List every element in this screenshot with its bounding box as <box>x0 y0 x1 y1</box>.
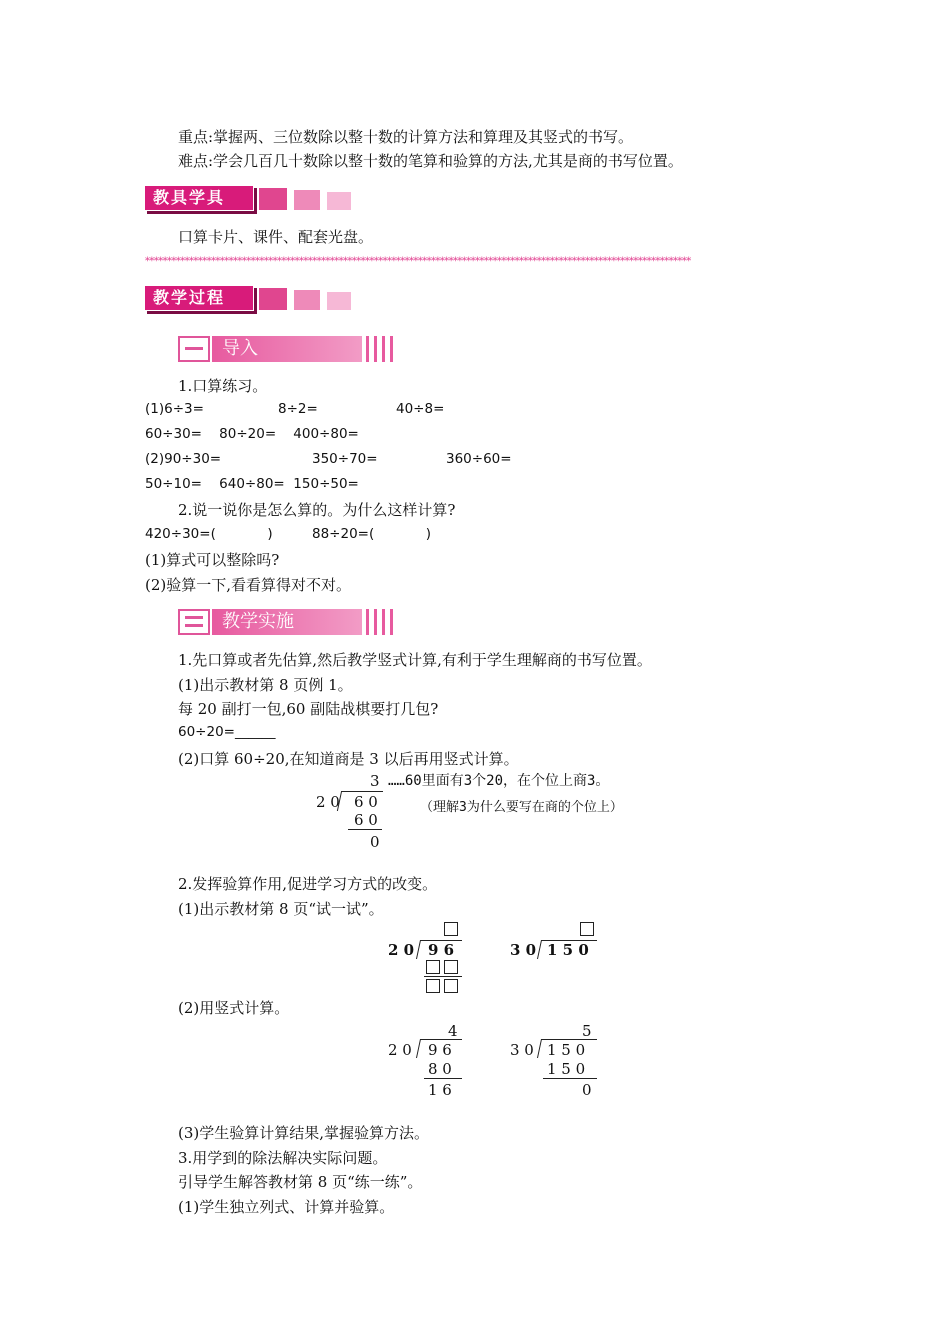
part2-title: 教学实施 <box>212 609 362 635</box>
oral-2: 60÷30= 80÷20= 400÷80= <box>145 426 359 442</box>
answer-box <box>580 922 594 936</box>
try2-dividend: 1 5 0 <box>547 941 589 959</box>
part2-item1: 1.先口算或者先估算,然后教学竖式计算,有利于学生理解商的书写位置。 <box>178 651 652 669</box>
division-bracket <box>537 940 542 959</box>
q-verify: (2)验算一下,看看算得对不对。 <box>145 576 352 594</box>
try1-dividend: 9 6 <box>428 941 455 959</box>
deco-square <box>259 188 287 210</box>
answer-box <box>426 979 440 993</box>
part2-item2: 2.发挥验算作用,促进学习方式的改变。 <box>178 875 438 893</box>
division-bracket <box>416 940 421 959</box>
calc1-dividend: 9 6 <box>428 1041 452 1059</box>
separator-stars: **************************************************************************************************************************** <box>145 256 691 267</box>
part2-item3: 3.用学到的除法解决实际问题。 <box>178 1149 388 1167</box>
oral-1a: (1)6÷3= <box>145 401 204 417</box>
calc2-dividend: 1 5 0 <box>547 1041 586 1059</box>
deco-square <box>294 290 320 310</box>
part1-bar <box>178 336 398 362</box>
calc2-remainder: 0 <box>582 1081 592 1099</box>
part2-s3: 60÷20=______ <box>178 724 276 740</box>
div1-product: 6 0 <box>354 811 378 829</box>
q-88: 88÷20=( ) <box>312 526 432 542</box>
div1-divisor: 2 0 <box>316 793 340 811</box>
part1-item2: 2.说一说你是怎么算的。为什么这样计算? <box>178 501 456 519</box>
div1-note2: （理解3为什么要写在商的个位上） <box>420 800 623 815</box>
tools-text: 口算卡片、课件、配套光盘。 <box>178 228 374 246</box>
part2-s6: (2)用竖式计算。 <box>178 999 290 1017</box>
difficult-points: 难点:学会几百几十数除以整十数的笔算和验算的方法,尤其是商的书写位置。 <box>178 152 683 170</box>
calc1-divisor: 2 0 <box>388 1041 412 1059</box>
answer-box <box>426 960 440 974</box>
part2-s9: (1)学生独立列式、计算并验算。 <box>178 1198 395 1216</box>
div1-remainder: 0 <box>370 833 380 851</box>
answer-box <box>444 979 458 993</box>
part2-s8: 引导学生解答教材第 8 页“练一练”。 <box>178 1173 423 1191</box>
q-divisible: (1)算式可以整除吗? <box>145 551 280 569</box>
part2-s7: (3)学生验算计算结果,掌握验算方法。 <box>178 1124 430 1142</box>
try2-divisor: 3 0 <box>510 941 537 959</box>
part2-s2: 每 20 副打一包,60 副陆战棋要打几包? <box>178 700 439 718</box>
oral-4: 50÷10= 640÷80= 150÷50= <box>145 476 359 492</box>
part2-s1: (1)出示教材第 8 页例 1。 <box>178 676 353 694</box>
answer-box <box>444 922 458 936</box>
numeral-two-icon <box>178 609 210 635</box>
deco-square <box>327 292 351 310</box>
part2-s4: (2)口算 60÷20,在知道商是 3 以后再用竖式计算。 <box>178 750 519 768</box>
calc1-remainder: 1 6 <box>428 1081 452 1099</box>
deco-square <box>327 192 351 210</box>
part1-item1: 1.口算练习。 <box>178 377 268 395</box>
div1-dividend: 6 0 <box>354 793 378 811</box>
deco-square <box>294 190 320 210</box>
key-points: 重点:掌握两、三位数除以整十数的计算方法和算理及其竖式的书写。 <box>178 128 634 146</box>
tools-title: 教具学具 <box>144 185 254 211</box>
division-bracket <box>537 1039 542 1058</box>
part2-s5: (1)出示教材第 8 页“试一试”。 <box>178 900 384 918</box>
q-420: 420÷30=( ) <box>145 526 273 542</box>
part1-title: 导入 <box>212 336 362 362</box>
process-title: 教学过程 <box>144 285 254 311</box>
div1-quotient: 3 <box>370 772 380 790</box>
calc2-divisor: 3 0 <box>510 1041 534 1059</box>
oral-3c: 360÷60= <box>446 451 512 467</box>
try1-divisor: 2 0 <box>388 941 415 959</box>
calc1-quotient: 4 <box>448 1022 458 1040</box>
part2-bar <box>178 609 398 635</box>
calc2-product: 1 5 0 <box>547 1060 586 1078</box>
deco-square <box>259 288 287 310</box>
division-bracket <box>416 1039 421 1058</box>
oral-3b: 350÷70= <box>312 451 378 467</box>
oral-3a: (2)90÷30= <box>145 451 222 467</box>
div1-note1: ……60里面有3个20，在个位上商3。 <box>388 773 610 789</box>
oral-1b: 8÷2= <box>278 401 318 417</box>
calc1-product: 8 0 <box>428 1060 452 1078</box>
answer-box <box>444 960 458 974</box>
calc2-quotient: 5 <box>582 1022 592 1040</box>
oral-1c: 40÷8= <box>396 401 445 417</box>
numeral-one-icon <box>178 336 210 362</box>
